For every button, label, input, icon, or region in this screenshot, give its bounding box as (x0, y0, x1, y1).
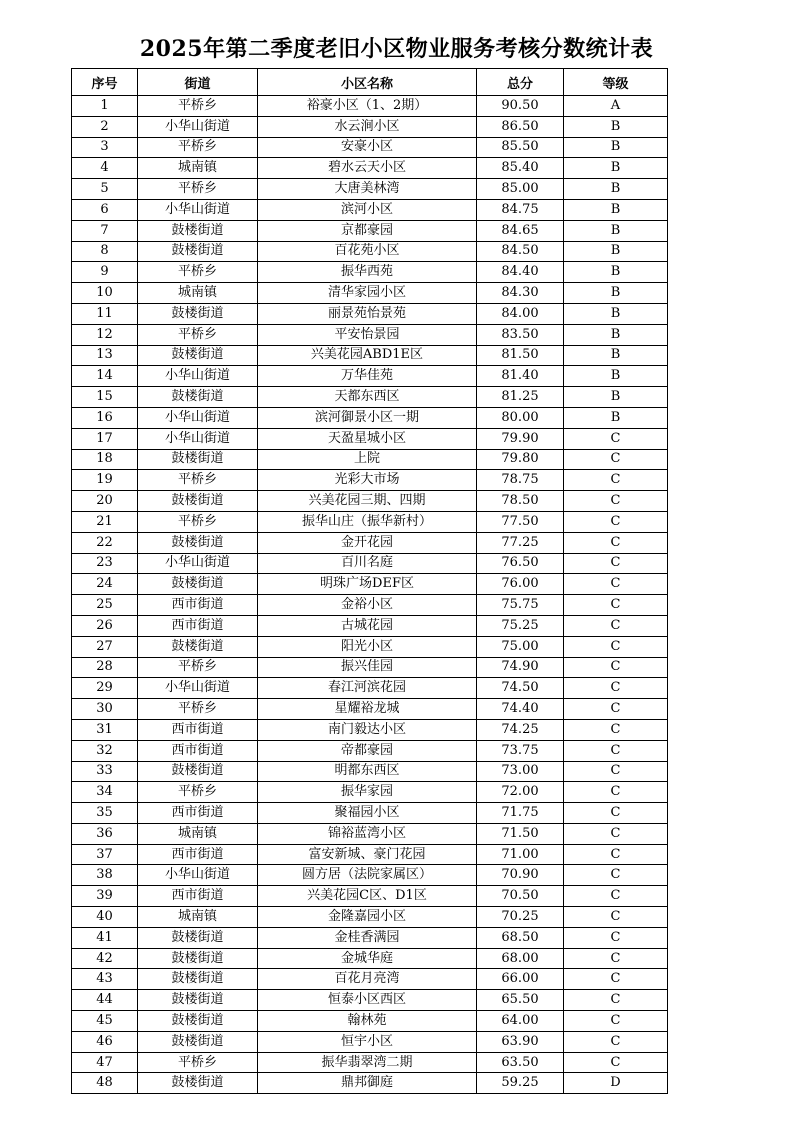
cell-grade: C (564, 844, 668, 865)
cell-street: 平桥乡 (138, 782, 258, 803)
cell-grade: C (564, 927, 668, 948)
cell-index: 48 (72, 1073, 138, 1094)
header-street: 街道 (138, 69, 258, 96)
cell-grade: B (564, 366, 668, 387)
table-row (72, 511, 668, 532)
cell-street: 平桥乡 (138, 262, 258, 283)
table-row (72, 574, 668, 595)
cell-index: 4 (72, 158, 138, 179)
cell-street: 城南镇 (138, 907, 258, 928)
cell-index: 24 (72, 574, 138, 595)
table-row (72, 283, 668, 304)
table-row (72, 303, 668, 324)
cell-index: 36 (72, 823, 138, 844)
table-row (72, 553, 668, 574)
cell-community-name: 京都豪园 (258, 220, 477, 241)
cell-index: 32 (72, 740, 138, 761)
cell-index: 34 (72, 782, 138, 803)
cell-index: 37 (72, 844, 138, 865)
cell-total-score: 74.40 (477, 699, 564, 720)
cell-grade: C (564, 553, 668, 574)
cell-community-name: 上院 (258, 449, 477, 470)
cell-street: 鼓楼街道 (138, 636, 258, 657)
cell-grade: B (564, 324, 668, 345)
table-row (72, 990, 668, 1011)
cell-grade: C (564, 740, 668, 761)
cell-street: 平桥乡 (138, 137, 258, 158)
cell-index: 1 (72, 96, 138, 117)
cell-community-name: 金城华庭 (258, 948, 477, 969)
cell-street: 鼓楼街道 (138, 990, 258, 1011)
table-row (72, 803, 668, 824)
cell-grade: C (564, 782, 668, 803)
cell-street: 鼓楼街道 (138, 387, 258, 408)
cell-community-name: 翰林苑 (258, 1011, 477, 1032)
cell-total-score: 86.50 (477, 116, 564, 137)
cell-index: 33 (72, 761, 138, 782)
cell-street: 平桥乡 (138, 324, 258, 345)
cell-grade: B (564, 179, 668, 200)
cell-community-name: 水云涧小区 (258, 116, 477, 137)
cell-community-name: 金隆嘉园小区 (258, 907, 477, 928)
cell-street: 城南镇 (138, 283, 258, 304)
cell-community-name: 春江河滨花园 (258, 678, 477, 699)
cell-street: 鼓楼街道 (138, 1031, 258, 1052)
cell-community-name: 丽景苑怡景苑 (258, 303, 477, 324)
cell-index: 3 (72, 137, 138, 158)
cell-street: 西市街道 (138, 844, 258, 865)
cell-total-score: 85.50 (477, 137, 564, 158)
cell-community-name: 振华家园 (258, 782, 477, 803)
header-total-score: 总分 (477, 69, 564, 96)
table-row (72, 657, 668, 678)
cell-grade: C (564, 491, 668, 512)
cell-street: 鼓楼街道 (138, 241, 258, 262)
table-row (72, 678, 668, 699)
cell-community-name: 富安新城、豪门花园 (258, 844, 477, 865)
cell-index: 45 (72, 1011, 138, 1032)
cell-total-score: 71.50 (477, 823, 564, 844)
cell-total-score: 81.50 (477, 345, 564, 366)
cell-community-name: 明都东西区 (258, 761, 477, 782)
cell-total-score: 59.25 (477, 1073, 564, 1094)
cell-grade: C (564, 907, 668, 928)
cell-total-score: 81.25 (477, 387, 564, 408)
header-index: 序号 (72, 69, 138, 96)
cell-total-score: 78.75 (477, 470, 564, 491)
table-row (72, 407, 668, 428)
cell-community-name: 古城花园 (258, 615, 477, 636)
cell-grade: C (564, 719, 668, 740)
cell-grade: B (564, 283, 668, 304)
cell-total-score: 85.00 (477, 179, 564, 200)
cell-index: 2 (72, 116, 138, 137)
table-row (72, 158, 668, 179)
cell-index: 5 (72, 179, 138, 200)
cell-community-name: 振兴佳园 (258, 657, 477, 678)
cell-total-score: 68.00 (477, 948, 564, 969)
cell-community-name: 万华佳苑 (258, 366, 477, 387)
cell-grade: C (564, 574, 668, 595)
table-row (72, 740, 668, 761)
cell-index: 17 (72, 428, 138, 449)
cell-grade: C (564, 678, 668, 699)
table-row (72, 199, 668, 220)
cell-total-score: 71.00 (477, 844, 564, 865)
table-row (72, 324, 668, 345)
table-row (72, 886, 668, 907)
cell-index: 28 (72, 657, 138, 678)
cell-community-name: 裕豪小区（1、2期） (258, 96, 477, 117)
cell-grade: D (564, 1073, 668, 1094)
table-row (72, 927, 668, 948)
cell-grade: C (564, 470, 668, 491)
cell-street: 城南镇 (138, 823, 258, 844)
cell-total-score: 84.75 (477, 199, 564, 220)
cell-street: 城南镇 (138, 158, 258, 179)
cell-community-name: 帝都豪园 (258, 740, 477, 761)
cell-community-name: 百花月亮湾 (258, 969, 477, 990)
cell-total-score: 84.00 (477, 303, 564, 324)
cell-community-name: 平安怡景园 (258, 324, 477, 345)
cell-index: 8 (72, 241, 138, 262)
cell-index: 7 (72, 220, 138, 241)
cell-grade: B (564, 387, 668, 408)
cell-grade: B (564, 220, 668, 241)
cell-community-name: 阳光小区 (258, 636, 477, 657)
cell-community-name: 清华家园小区 (258, 283, 477, 304)
table-row (72, 844, 668, 865)
cell-community-name: 星耀裕龙城 (258, 699, 477, 720)
cell-index: 44 (72, 990, 138, 1011)
document-title: 2025年第二季度老旧小区物业服务考核分数统计表 (139, 36, 654, 62)
cell-total-score: 66.00 (477, 969, 564, 990)
cell-street: 鼓楼街道 (138, 345, 258, 366)
cell-index: 21 (72, 511, 138, 532)
cell-grade: C (564, 532, 668, 553)
cell-total-score: 70.25 (477, 907, 564, 928)
cell-index: 42 (72, 948, 138, 969)
cell-grade: B (564, 241, 668, 262)
cell-street: 小华山街道 (138, 199, 258, 220)
table-row (72, 636, 668, 657)
cell-grade: C (564, 657, 668, 678)
cell-index: 15 (72, 387, 138, 408)
cell-street: 平桥乡 (138, 511, 258, 532)
cell-community-name: 安豪小区 (258, 137, 477, 158)
cell-total-score: 63.50 (477, 1052, 564, 1073)
cell-street: 平桥乡 (138, 699, 258, 720)
table-row (72, 865, 668, 886)
cell-grade: C (564, 1031, 668, 1052)
cell-total-score: 84.40 (477, 262, 564, 283)
cell-community-name: 天都东西区 (258, 387, 477, 408)
table-row (72, 532, 668, 553)
cell-grade: B (564, 262, 668, 283)
cell-index: 26 (72, 615, 138, 636)
table-row (72, 948, 668, 969)
table-row (72, 470, 668, 491)
cell-total-score: 64.00 (477, 1011, 564, 1032)
cell-community-name: 鼎邦御庭 (258, 1073, 477, 1094)
cell-total-score: 75.75 (477, 595, 564, 616)
cell-total-score: 74.25 (477, 719, 564, 740)
cell-index: 19 (72, 470, 138, 491)
cell-index: 11 (72, 303, 138, 324)
cell-total-score: 84.50 (477, 241, 564, 262)
cell-total-score: 79.90 (477, 428, 564, 449)
cell-street: 平桥乡 (138, 470, 258, 491)
cell-street: 小华山街道 (138, 865, 258, 886)
cell-street: 西市街道 (138, 615, 258, 636)
cell-index: 13 (72, 345, 138, 366)
table-row (72, 1052, 668, 1073)
cell-total-score: 74.90 (477, 657, 564, 678)
cell-street: 鼓楼街道 (138, 574, 258, 595)
cell-street: 西市街道 (138, 595, 258, 616)
cell-street: 鼓楼街道 (138, 761, 258, 782)
cell-grade: C (564, 969, 668, 990)
header-grade: 等级 (564, 69, 668, 96)
cell-street: 鼓楼街道 (138, 969, 258, 990)
table-row (72, 449, 668, 470)
cell-index: 18 (72, 449, 138, 470)
cell-community-name: 振华山庄（振华新村） (258, 511, 477, 532)
cell-index: 39 (72, 886, 138, 907)
cell-community-name: 金裕小区 (258, 595, 477, 616)
cell-total-score: 83.50 (477, 324, 564, 345)
cell-street: 平桥乡 (138, 96, 258, 117)
cell-index: 10 (72, 283, 138, 304)
cell-total-score: 77.25 (477, 532, 564, 553)
cell-index: 9 (72, 262, 138, 283)
cell-street: 西市街道 (138, 740, 258, 761)
table-row (72, 179, 668, 200)
cell-index: 30 (72, 699, 138, 720)
cell-community-name: 光彩大市场 (258, 470, 477, 491)
cell-community-name: 百花苑小区 (258, 241, 477, 262)
cell-street: 鼓楼街道 (138, 927, 258, 948)
cell-community-name: 恒宇小区 (258, 1031, 477, 1052)
table-row (72, 699, 668, 720)
cell-grade: C (564, 823, 668, 844)
cell-community-name: 百川名庭 (258, 553, 477, 574)
cell-street: 平桥乡 (138, 1052, 258, 1073)
table-row (72, 96, 668, 117)
cell-total-score: 80.00 (477, 407, 564, 428)
cell-total-score: 74.50 (477, 678, 564, 699)
table-row (72, 387, 668, 408)
cell-total-score: 75.25 (477, 615, 564, 636)
cell-street: 小华山街道 (138, 366, 258, 387)
cell-community-name: 金开花园 (258, 532, 477, 553)
cell-grade: C (564, 990, 668, 1011)
table-row (72, 761, 668, 782)
cell-grade: B (564, 116, 668, 137)
cell-grade: C (564, 428, 668, 449)
cell-index: 20 (72, 491, 138, 512)
cell-index: 41 (72, 927, 138, 948)
cell-index: 31 (72, 719, 138, 740)
cell-grade: C (564, 886, 668, 907)
cell-grade: A (564, 96, 668, 117)
cell-grade: B (564, 303, 668, 324)
cell-index: 46 (72, 1031, 138, 1052)
cell-street: 鼓楼街道 (138, 1011, 258, 1032)
cell-index: 40 (72, 907, 138, 928)
cell-community-name: 兴美花园C区、D1区 (258, 886, 477, 907)
cell-community-name: 锦裕蓝湾小区 (258, 823, 477, 844)
cell-index: 23 (72, 553, 138, 574)
cell-index: 25 (72, 595, 138, 616)
cell-community-name: 大唐美林湾 (258, 179, 477, 200)
cell-total-score: 78.50 (477, 491, 564, 512)
cell-street: 鼓楼街道 (138, 220, 258, 241)
score-table (71, 68, 668, 1094)
cell-total-score: 77.50 (477, 511, 564, 532)
table-row (72, 491, 668, 512)
table-row (72, 116, 668, 137)
cell-street: 平桥乡 (138, 179, 258, 200)
cell-total-score: 84.65 (477, 220, 564, 241)
cell-community-name: 滨河御景小区一期 (258, 407, 477, 428)
cell-index: 6 (72, 199, 138, 220)
cell-community-name: 滨河小区 (258, 199, 477, 220)
header-community-name: 小区名称 (258, 69, 477, 96)
cell-street: 鼓楼街道 (138, 1073, 258, 1094)
cell-index: 12 (72, 324, 138, 345)
cell-grade: B (564, 199, 668, 220)
cell-street: 平桥乡 (138, 657, 258, 678)
cell-street: 鼓楼街道 (138, 491, 258, 512)
cell-index: 29 (72, 678, 138, 699)
cell-grade: C (564, 761, 668, 782)
cell-total-score: 75.00 (477, 636, 564, 657)
cell-street: 鼓楼街道 (138, 303, 258, 324)
cell-street: 小华山街道 (138, 428, 258, 449)
cell-total-score: 73.75 (477, 740, 564, 761)
cell-grade: B (564, 137, 668, 158)
cell-index: 16 (72, 407, 138, 428)
cell-street: 鼓楼街道 (138, 449, 258, 470)
cell-total-score: 71.75 (477, 803, 564, 824)
cell-index: 47 (72, 1052, 138, 1073)
cell-total-score: 63.90 (477, 1031, 564, 1052)
table-row (72, 137, 668, 158)
cell-index: 43 (72, 969, 138, 990)
cell-street: 小华山街道 (138, 116, 258, 137)
cell-community-name: 兴美花园三期、四期 (258, 491, 477, 512)
cell-grade: C (564, 803, 668, 824)
cell-grade: C (564, 595, 668, 616)
table-row (72, 595, 668, 616)
cell-total-score: 70.50 (477, 886, 564, 907)
cell-community-name: 恒泰小区西区 (258, 990, 477, 1011)
cell-grade: C (564, 636, 668, 657)
cell-total-score: 90.50 (477, 96, 564, 117)
table-row (72, 969, 668, 990)
cell-community-name: 明珠广场DEF区 (258, 574, 477, 595)
cell-total-score: 68.50 (477, 927, 564, 948)
cell-total-score: 72.00 (477, 782, 564, 803)
cell-total-score: 65.50 (477, 990, 564, 1011)
cell-total-score: 79.80 (477, 449, 564, 470)
cell-community-name: 天盈星城小区 (258, 428, 477, 449)
table-row (72, 262, 668, 283)
cell-index: 38 (72, 865, 138, 886)
cell-grade: C (564, 865, 668, 886)
table-row (72, 1011, 668, 1032)
cell-total-score: 81.40 (477, 366, 564, 387)
cell-grade: C (564, 699, 668, 720)
cell-community-name: 金桂香满园 (258, 927, 477, 948)
cell-street: 小华山街道 (138, 407, 258, 428)
cell-grade: C (564, 449, 668, 470)
table-row (72, 241, 668, 262)
table-row (72, 782, 668, 803)
cell-index: 14 (72, 366, 138, 387)
cell-grade: B (564, 345, 668, 366)
table-row (72, 366, 668, 387)
table-row (72, 719, 668, 740)
cell-total-score: 73.00 (477, 761, 564, 782)
cell-street: 西市街道 (138, 719, 258, 740)
table-header-row (72, 69, 668, 96)
cell-index: 27 (72, 636, 138, 657)
cell-grade: B (564, 407, 668, 428)
cell-community-name: 兴美花园ABD1E区 (258, 345, 477, 366)
cell-community-name: 圆方居（法院家属区） (258, 865, 477, 886)
cell-grade: C (564, 1052, 668, 1073)
cell-grade: C (564, 948, 668, 969)
cell-community-name: 振华翡翠湾二期 (258, 1052, 477, 1073)
cell-index: 22 (72, 532, 138, 553)
table-row (72, 428, 668, 449)
table-row (72, 823, 668, 844)
cell-street: 小华山街道 (138, 553, 258, 574)
cell-total-score: 76.50 (477, 553, 564, 574)
cell-community-name: 振华西苑 (258, 262, 477, 283)
cell-street: 西市街道 (138, 803, 258, 824)
cell-street: 鼓楼街道 (138, 532, 258, 553)
cell-index: 35 (72, 803, 138, 824)
table-row (72, 907, 668, 928)
table-row (72, 1073, 668, 1094)
cell-grade: C (564, 511, 668, 532)
cell-total-score: 70.90 (477, 865, 564, 886)
cell-total-score: 85.40 (477, 158, 564, 179)
cell-street: 西市街道 (138, 886, 258, 907)
cell-total-score: 76.00 (477, 574, 564, 595)
cell-grade: C (564, 1011, 668, 1032)
table-row (72, 220, 668, 241)
cell-street: 鼓楼街道 (138, 948, 258, 969)
table-row (72, 615, 668, 636)
cell-community-name: 聚福园小区 (258, 803, 477, 824)
cell-street: 小华山街道 (138, 678, 258, 699)
table-row (72, 1031, 668, 1052)
table-row (72, 345, 668, 366)
cell-grade: C (564, 615, 668, 636)
cell-community-name: 碧水云天小区 (258, 158, 477, 179)
cell-grade: B (564, 158, 668, 179)
cell-community-name: 南门毅达小区 (258, 719, 477, 740)
cell-total-score: 84.30 (477, 283, 564, 304)
